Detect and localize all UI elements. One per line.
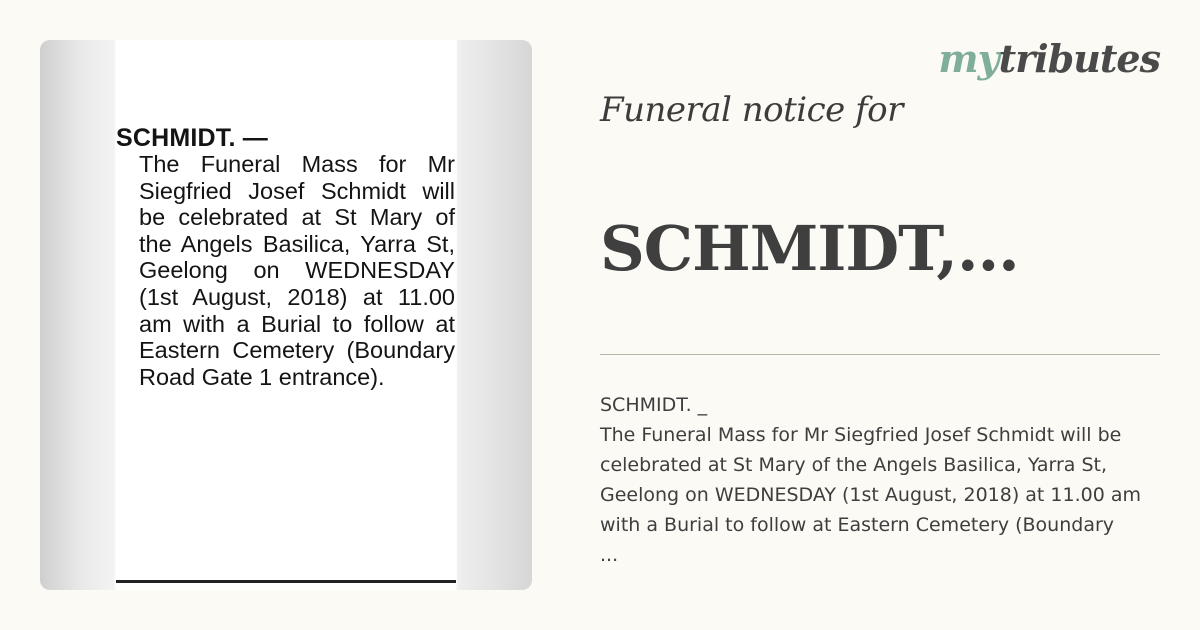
summary-text: The Funeral Mass for Mr Siegfried Josef Schmidt will be celebrated at St Mary of the Angels Basilica, Yarra St, Geelong on WEDNESDAY (1st August, 2018) at 11.00 am with a Burial to follow at Eastern Cemetery (Boundary bbox=[600, 424, 1141, 536]
notice-summary bbox=[600, 390, 1160, 570]
deceased-name: SCHMIDT,... bbox=[600, 212, 1019, 285]
brand-logo-part2: tributes bbox=[998, 36, 1160, 81]
notice-rule bbox=[116, 580, 456, 583]
notice-image bbox=[40, 40, 532, 590]
brand-logo bbox=[938, 36, 1160, 81]
brand-logo-part1: my bbox=[938, 36, 999, 81]
summary-heading: SCHMIDT. _ bbox=[600, 394, 708, 416]
notice-body: The Funeral Mass for Mr Siegfried Josef Schmidt will be celebrated at St Mary of the Angels Basilica, Yarra St, Geelong on WEDNESDAY (1st August, 2018) at 11.00 am with a Burial to follow at Eastern Cemetery (Boundary Road Gate 1 entrance). bbox=[139, 151, 455, 390]
page-subtitle: Funeral notice for bbox=[600, 90, 903, 130]
summary-ellipsis: ... bbox=[600, 544, 619, 566]
divider bbox=[600, 354, 1160, 355]
notice-heading: SCHMIDT. — bbox=[116, 124, 268, 152]
